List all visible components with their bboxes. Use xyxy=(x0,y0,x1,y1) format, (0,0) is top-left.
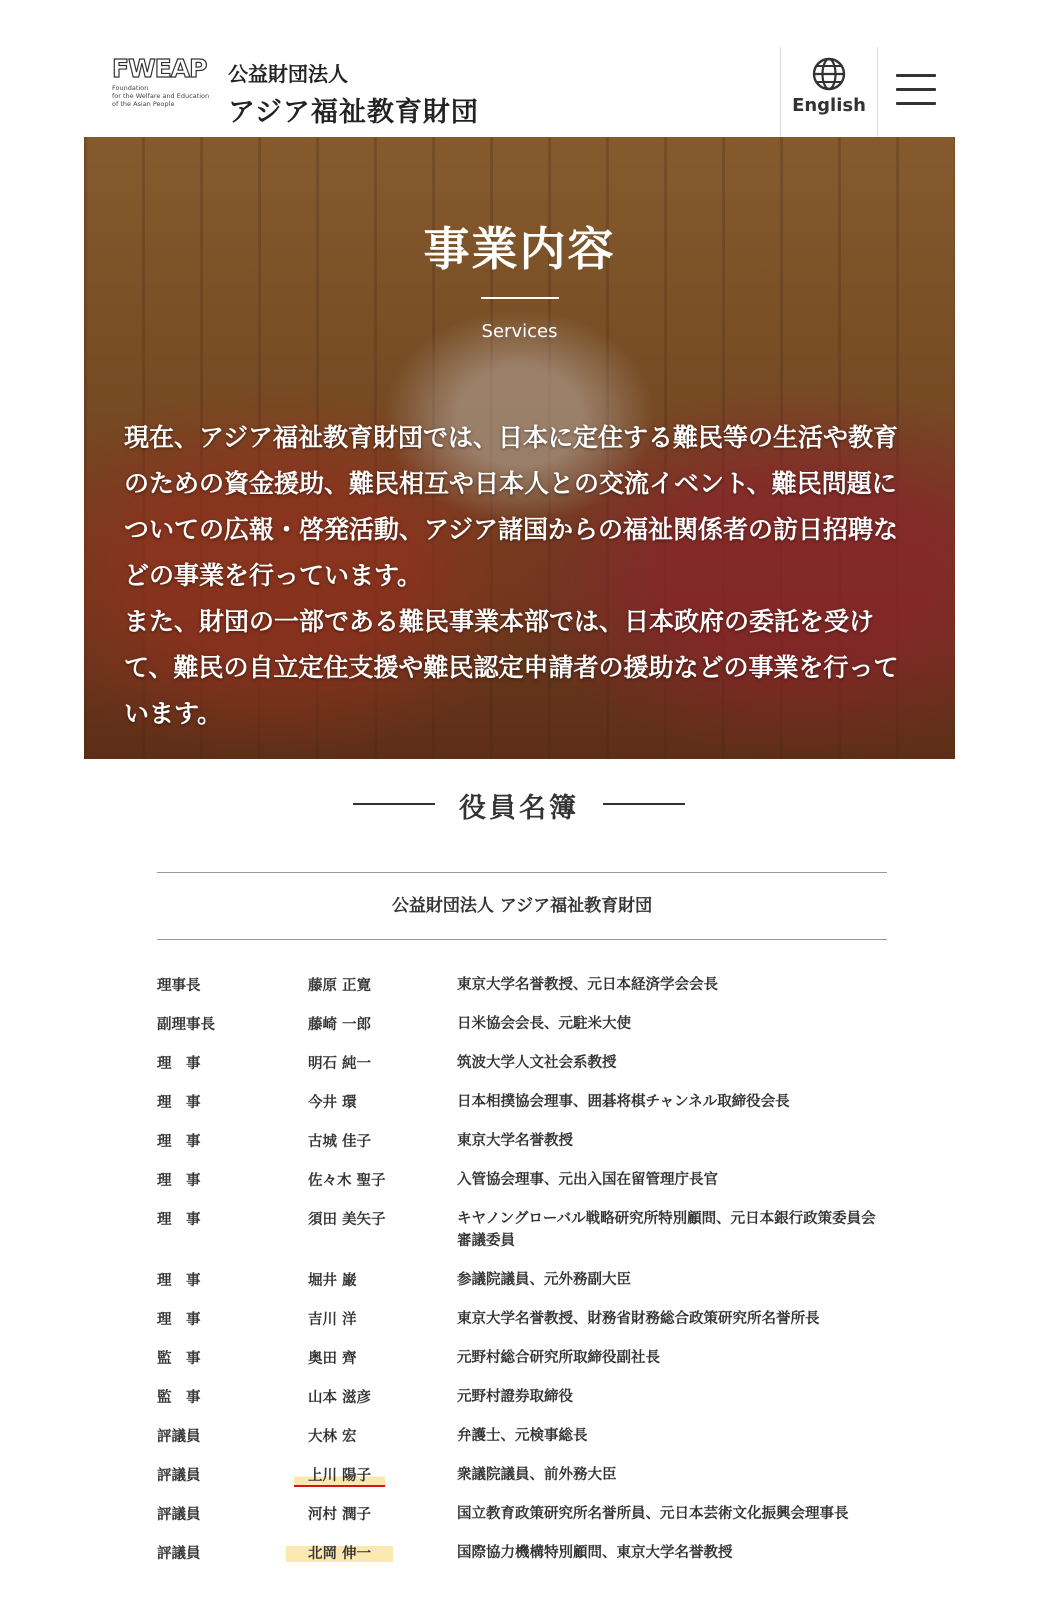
officer-role: 評議員 xyxy=(157,1546,201,1562)
hero-paragraph: 現在、アジア福祉教育財団では、日本に定住する難民等の生活や教育のための資金援助、難民相互や日本人との交流イベント、難民問題についての広報・啓発活動、アジア諸国からの福祉関係者の訪日招聘などの事業を行っています。 xyxy=(124,423,899,590)
officer-role: 監 事 xyxy=(157,1351,201,1367)
officer-role: 理事長 xyxy=(157,978,201,994)
officer-name xyxy=(308,1425,418,1446)
officer-role: 理 事 xyxy=(157,1312,201,1328)
officer-role: 理 事 xyxy=(157,1173,201,1189)
officer-name xyxy=(308,1013,418,1034)
officer-role: 評議員 xyxy=(157,1468,201,1484)
officer-name-text: 河村 潤子 xyxy=(308,1507,372,1523)
fweap-logo[interactable] xyxy=(112,56,222,112)
officer-name xyxy=(308,1091,418,1112)
officer-title: 国際協力機構特別顧問、東京大学名誉教授 xyxy=(457,1545,733,1561)
logo-subtitle-line: for the Welfare and Education xyxy=(112,92,210,100)
officer-title: 元野村證券取締役 xyxy=(457,1389,573,1405)
officer-name-text: 堀井 巌 xyxy=(308,1273,357,1289)
officer-role: 評議員 xyxy=(157,1429,201,1445)
officer-name xyxy=(308,1308,418,1329)
officer-name xyxy=(308,974,418,995)
officer-name xyxy=(308,1503,418,1524)
hero-title: 事業内容 xyxy=(423,222,616,276)
officer-name xyxy=(308,1130,418,1151)
hero-paragraph: また、財団の一部である難民事業本部では、日本政府の委託を受けて、難民の自立定住支援や難民認定申請者の援助などの事業を行っています。 xyxy=(124,607,899,728)
menu-bar xyxy=(896,74,936,77)
divider xyxy=(157,939,887,940)
officer-name-text: 須田 美矢子 xyxy=(308,1212,386,1228)
officer-name xyxy=(308,1052,418,1073)
officer-name-text: 山本 滋彦 xyxy=(308,1390,372,1406)
officer-title: 衆議院議員、前外務大臣 xyxy=(457,1467,617,1483)
hamburger-menu-icon[interactable] xyxy=(896,74,936,106)
officer-title: キヤノングローバル戦略研究所特別顧問、元日本銀行政策委員会審議委員 xyxy=(457,1211,876,1249)
officer-title: 筑波大学人文社会系教授 xyxy=(457,1055,617,1071)
officer-title: 元野村総合研究所取締役副社長 xyxy=(457,1350,660,1366)
officer-name-text: 北岡 伸一 xyxy=(286,1546,393,1562)
officer-name-text: 藤原 正寛 xyxy=(308,978,372,994)
hero-description xyxy=(124,415,914,737)
officer-title: 日本相撲協会理事、囲碁将棋チャンネル取締役会長 xyxy=(457,1094,790,1110)
logo-subtitle xyxy=(112,84,222,108)
officer-title: 東京大学名誉教授、財務省財務総合政策研究所名誉所長 xyxy=(457,1311,820,1327)
english-language-button[interactable] xyxy=(780,47,878,137)
officer-name-text: 大林 宏 xyxy=(308,1429,357,1445)
globe-icon xyxy=(812,57,846,91)
officer-name xyxy=(308,1208,418,1229)
officer-name xyxy=(308,1347,418,1368)
officer-role: 理 事 xyxy=(157,1056,201,1072)
officer-name-text: 藤崎 一郎 xyxy=(308,1017,372,1033)
officer-name-text: 上川 陽子 xyxy=(294,1468,385,1487)
logo-subtitle-line: of the Asian People xyxy=(112,100,175,108)
officer-role: 理 事 xyxy=(157,1134,201,1150)
section-title: 役員名簿 xyxy=(459,793,579,824)
officer-name xyxy=(308,1386,418,1407)
logo-subtitle-line: Foundation xyxy=(112,84,149,92)
officer-roster xyxy=(157,872,887,1574)
officer-name-text: 佐々木 聖子 xyxy=(308,1173,386,1189)
officer-name-text: 奥田 齊 xyxy=(308,1351,357,1367)
officer-title: 弁護士、元検事総長 xyxy=(457,1428,588,1444)
officer-role: 理 事 xyxy=(157,1095,201,1111)
org-type: 公益財団法人 xyxy=(228,62,348,86)
officer-name xyxy=(308,1169,418,1190)
hero-banner xyxy=(84,137,955,759)
officer-name xyxy=(308,1464,418,1485)
heading-line-right xyxy=(603,803,685,805)
officer-list xyxy=(157,974,887,1574)
officer-role: 評議員 xyxy=(157,1507,201,1523)
officer-name-text: 古城 佳子 xyxy=(308,1134,372,1150)
officer-title: 日米協会会長、元駐米大使 xyxy=(457,1016,631,1032)
officer-name-text: 吉川 洋 xyxy=(308,1312,357,1328)
roster-organization: 公益財団法人 アジア福祉教育財団 xyxy=(391,896,653,916)
officer-name-text: 明石 純一 xyxy=(308,1056,372,1072)
section-heading xyxy=(0,784,1038,824)
hero-subtitle: Services xyxy=(481,321,558,342)
english-label: English xyxy=(792,95,866,116)
officer-title: 参議院議員、元外務副大臣 xyxy=(457,1272,631,1288)
officer-role: 監 事 xyxy=(157,1390,201,1406)
officer-name-text: 今井 環 xyxy=(308,1095,357,1111)
officer-name xyxy=(308,1269,418,1290)
menu-bar xyxy=(896,102,936,105)
officer-role: 副理事長 xyxy=(157,1017,215,1033)
officer-title: 東京大学名誉教授、元日本経済学会会長 xyxy=(457,977,718,993)
officer-role: 理 事 xyxy=(157,1212,201,1228)
officer-title: 東京大学名誉教授 xyxy=(457,1133,573,1149)
menu-bar xyxy=(896,88,936,91)
logo-mark: FWEAP xyxy=(112,54,207,83)
officer-title: 入管協会理事、元出入国在留管理庁長官 xyxy=(457,1172,718,1188)
hero-divider xyxy=(481,297,559,299)
site-header xyxy=(0,0,1038,137)
officer-title: 国立教育政策研究所名誉所員、元日本芸術文化振興会理事長 xyxy=(457,1506,849,1522)
officer-role: 理 事 xyxy=(157,1273,201,1289)
org-name[interactable]: アジア福祉教育財団 xyxy=(228,97,479,128)
officer-name xyxy=(308,1542,418,1563)
